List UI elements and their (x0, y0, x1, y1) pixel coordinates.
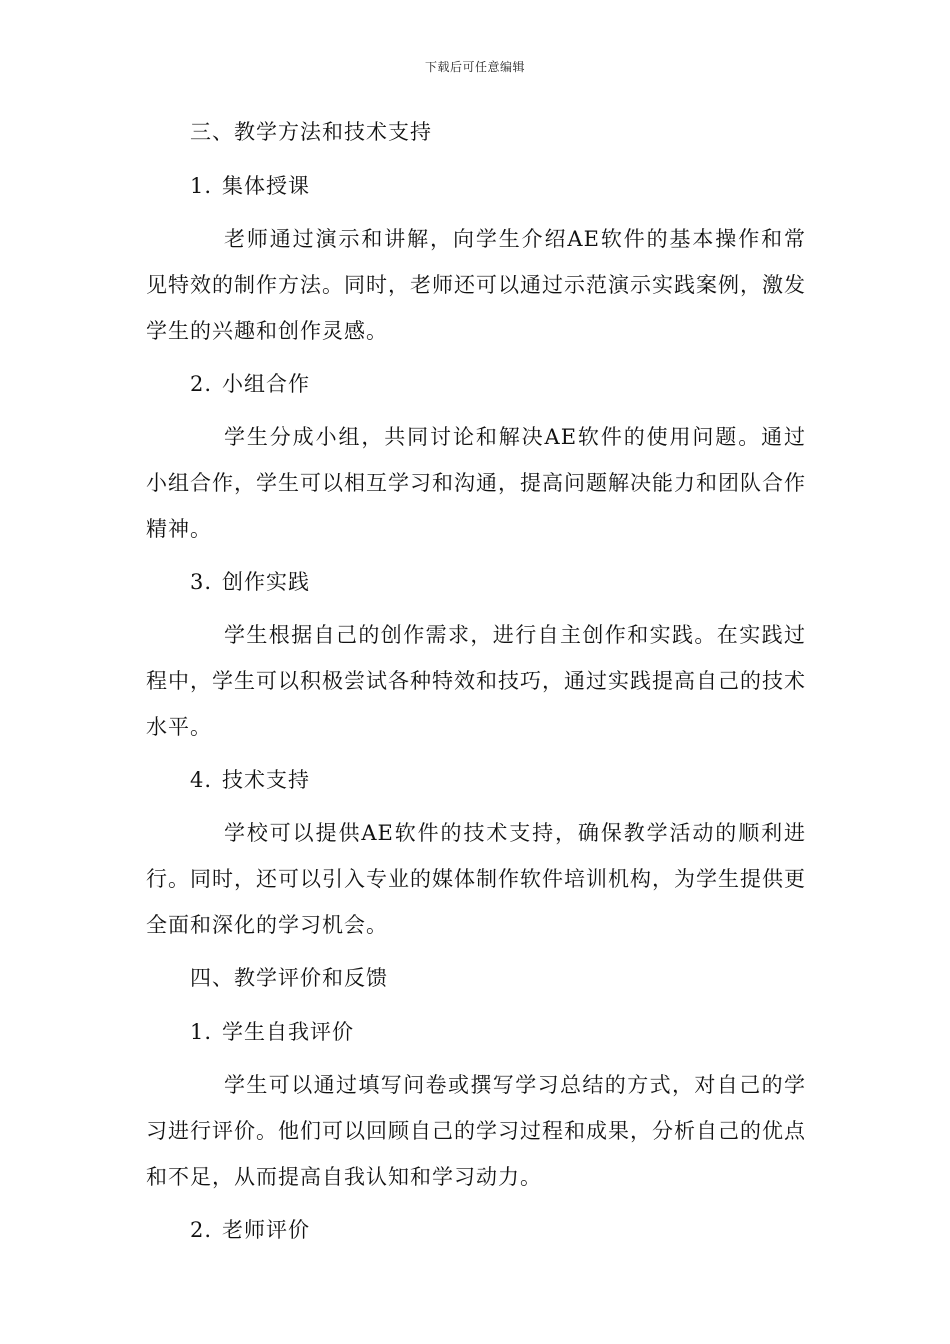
page-header: 下载后可任意编辑 (424, 60, 525, 74)
paragraph-self-evaluation: 学生可以通过填写问卷或撰写学习总结的方式，对自己的学习进行评价。他们可以回顾自己的学习过程和成果，分析自己的优点和不足，从而提高自我认知和学习动力。 (146, 1073, 806, 1189)
subheading-group-cooperation (146, 360, 806, 408)
document-body (146, 108, 806, 1260)
heading-text: 小组合作 (222, 372, 310, 396)
heading-text: 创作实践 (222, 570, 310, 594)
heading-text: 集体授课 (222, 174, 310, 198)
paragraph-creative-practice: 学生根据自己的创作需求，进行自主创作和实践。在实践过程中，学生可以积极尝试各种特效和技巧，通过实践提高自己的技术水平。 (146, 623, 806, 739)
heading-number: 1. (190, 1020, 213, 1044)
heading-number: 2. (190, 372, 213, 396)
paragraph-technical-support: 学校可以提供AE软件的技术支持，确保教学活动的顺利进行。同时，还可以引入专业的媒体制作软件培训机构，为学生提供更全面和深化的学习机会。 (146, 821, 806, 937)
subheading-group-teaching (146, 162, 806, 210)
subheading-technical-support (146, 756, 806, 804)
subheading-creative-practice (146, 558, 806, 606)
heading-number: 1. (190, 174, 213, 198)
heading-text: 技术支持 (222, 768, 310, 792)
heading-text: 学生自我评价 (222, 1020, 354, 1044)
paragraph-group-cooperation: 学生分成小组，共同讨论和解决AE软件的使用问题。通过小组合作，学生可以相互学习和沟通，提高问题解决能力和团队合作精神。 (146, 425, 806, 541)
subheading-self-evaluation (146, 1008, 806, 1056)
section-heading-evaluation (146, 954, 806, 1002)
subheading-teacher-evaluation (146, 1206, 806, 1254)
heading-number: 2. (190, 1218, 213, 1242)
heading-text: 老师评价 (222, 1218, 310, 1242)
heading-number: 3. (190, 570, 213, 594)
heading-text: 三、教学方法和技术支持 (190, 120, 432, 144)
heading-number: 4. (190, 768, 213, 792)
section-heading-teaching-methods (146, 108, 806, 156)
paragraph-group-teaching: 老师通过演示和讲解，向学生介绍AE软件的基本操作和常见特效的制作方法。同时，老师还可以通过示范演示实践案例，激发学生的兴趣和创作灵感。 (146, 227, 806, 343)
heading-text: 四、教学评价和反馈 (190, 966, 388, 990)
